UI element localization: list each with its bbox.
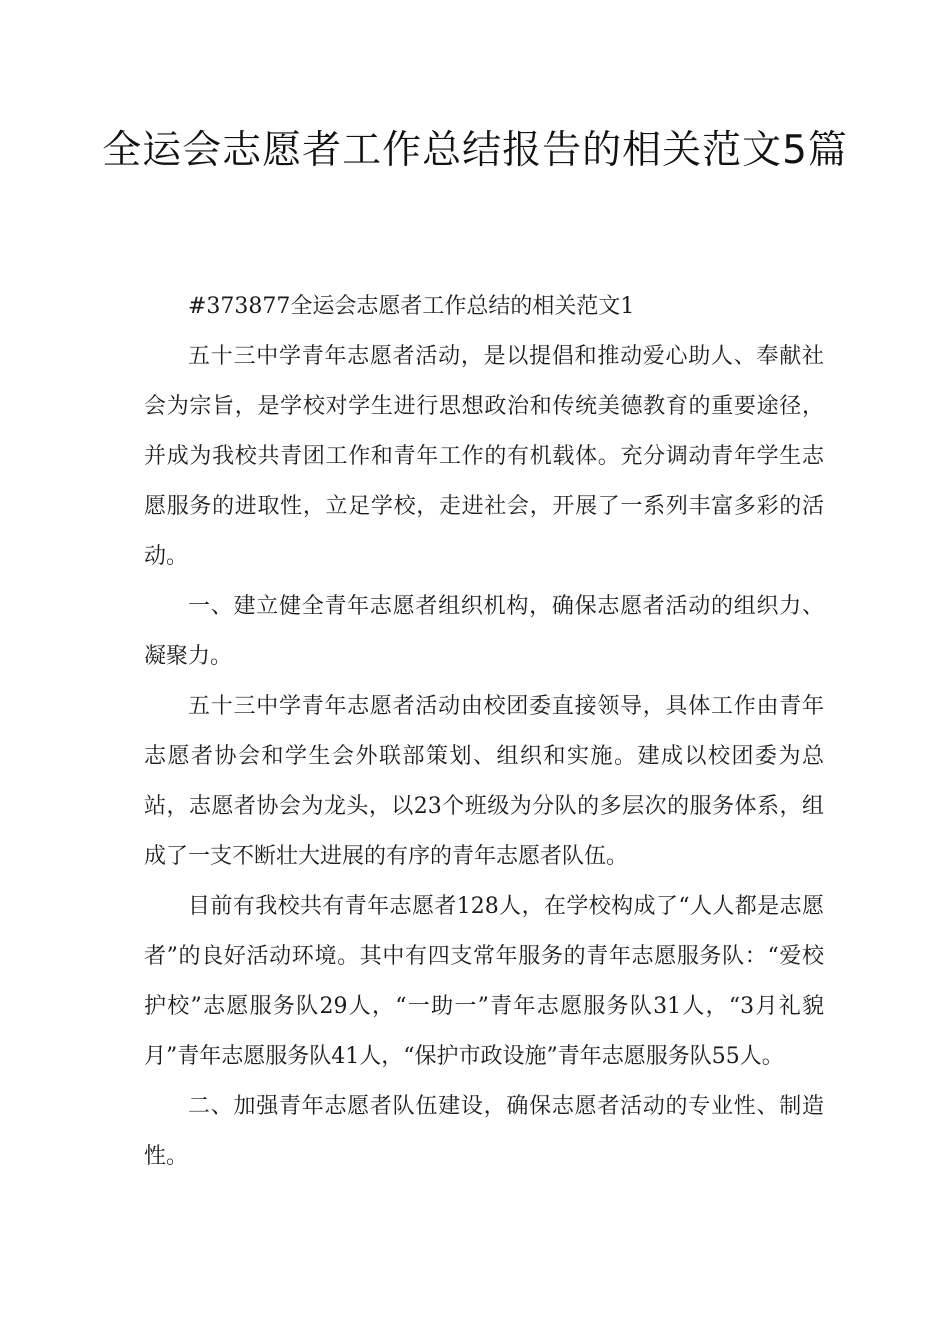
body-paragraph: 五十三中学青年志愿者活动由校团委直接领导，具体工作由青年志愿者协会和学生会外联部策划、组织和实施。建成以校团委为总站，志愿者协会为龙头，以23个班级为分队的多层次的服务体系，组成了一支不断壮大进展的有序的青年志愿者队伍。	[144, 694, 824, 869]
body-paragraph: 五十三中学青年志愿者活动，是以提倡和推动爱心助人、奉献社会为宗旨，是学校对学生进行思想政治和传统美德教育的重要途径，并成为我校共青团工作和青年工作的有机载体。充分调动青年学生志愿服务的进取性，立足学校，走进社会，开展了一系列丰富多彩的活动。	[144, 344, 824, 569]
section-heading: 二、加强青年志愿者队伍建设，确保志愿者活动的专业性、制造性。	[144, 1094, 824, 1169]
section-reference: #373877全运会志愿者工作总结的相关范文1	[188, 294, 635, 319]
body-paragraph: 目前有我校共有青年志愿者128人，在学校构成了“人人都是志愿者”的良好活动环境。其中有四支常年服务的青年志愿服务队：“爱校护校”志愿服务队29人，“一助一”青年志愿服务队31人，“3月礼貌月”青年志愿服务队41人，“保护市政设施”青年志愿服务队55人。	[144, 894, 824, 1069]
section-heading: 一、建立健全青年志愿者组织机构，确保志愿者活动的组织力、凝聚力。	[144, 594, 824, 669]
document-title: 全运会志愿者工作总结报告的相关范文5篇	[102, 128, 848, 173]
document-body	[144, 282, 824, 1182]
